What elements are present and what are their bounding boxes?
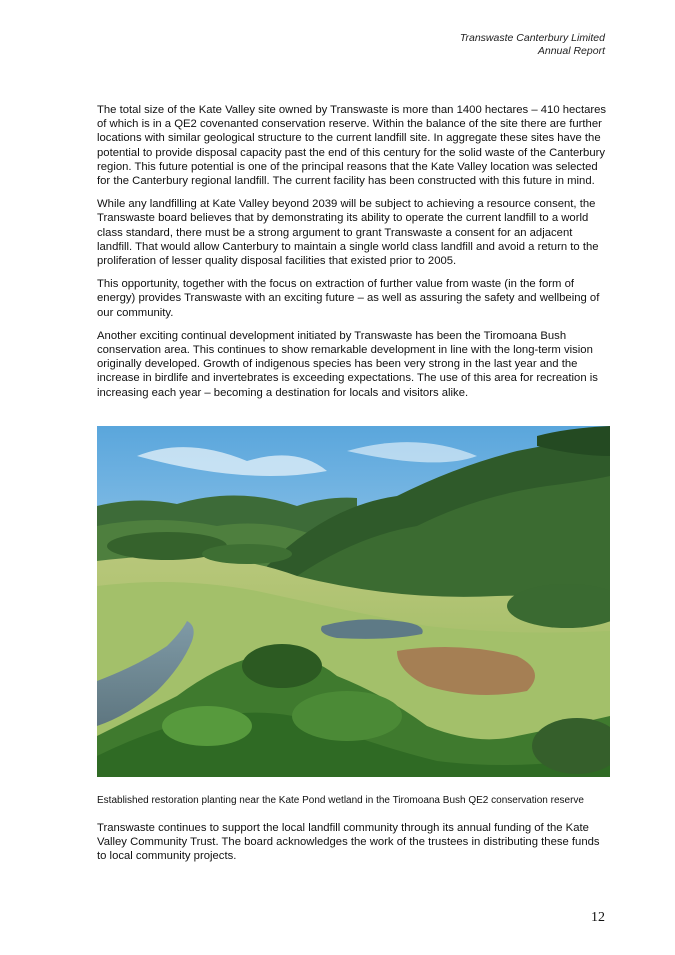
paragraph-tiromoana-bush: Another exciting continual development initiated by Transwaste has been the Tiromoana Bush conservation area. This continues to show remarkable development in line with the long-term vision originally developed. Growth of indigenous species has been very strong in the last year and the increase in birdlife and invertebrates is exceeding expectations. The use of this area for recreation is increasing each year – becoming a destination for locals and visitors alike. — [97, 329, 598, 399]
wetland-landscape-image — [97, 426, 610, 777]
paragraph-site-size: The total size of the Kate Valley site owned by Transwaste is more than 1400 hectares – 410 hectares of which is in a QE2 covenanted conservation reserve. Within the balance of the site there are further locations with similar geological structure to the current landfill site. In aggregate these sites have the potential to provide disposal capacity past the end of this century for the solid waste of the Canterbury region. This future potential is one of the principal reasons that the Kate Valley location was selected for the Canterbury regional landfill. The current facility has been constructed with this future in mind. — [97, 104, 607, 188]
photo-caption: Established restoration planting near the Kate Pond wetland in the Tiromoana Bush QE2 conservation reserve — [97, 795, 584, 806]
page-number: 12 — [591, 910, 605, 925]
header-company: Transwaste Canterbury Limited — [459, 32, 605, 44]
header-report-title: Annual Report — [537, 45, 605, 57]
landscape-photo — [97, 426, 610, 777]
paragraph-community-trust: Transwaste continues to support the local landfill community through its annual funding of the Kate Valley Community Trust. The board acknowledges the work of the trustees in distributing these funds to local community projects. — [97, 822, 600, 863]
paragraph-consent: While any landfilling at Kate Valley beyond 2039 will be subject to achieving a resource consent, the Transwaste board believes that by demonstrating its ability to operate the current landfill to a world class standard, there must be a strong argument to grant Transwaste a consent for an adjacent landfill. That would allow Canterbury to maintain a single world class landfill and avoid a return to the proliferation of lesser quality disposal facilities that existed prior to 2005. — [97, 198, 599, 268]
paragraph-opportunity: This opportunity, together with the focus on extraction of further value from waste (in the form of energy) provides Transwaste with an exciting future – as well as assuring the safety and wellbeing of our community. — [97, 278, 600, 319]
running-header — [460, 32, 605, 58]
body-text — [97, 103, 609, 409]
